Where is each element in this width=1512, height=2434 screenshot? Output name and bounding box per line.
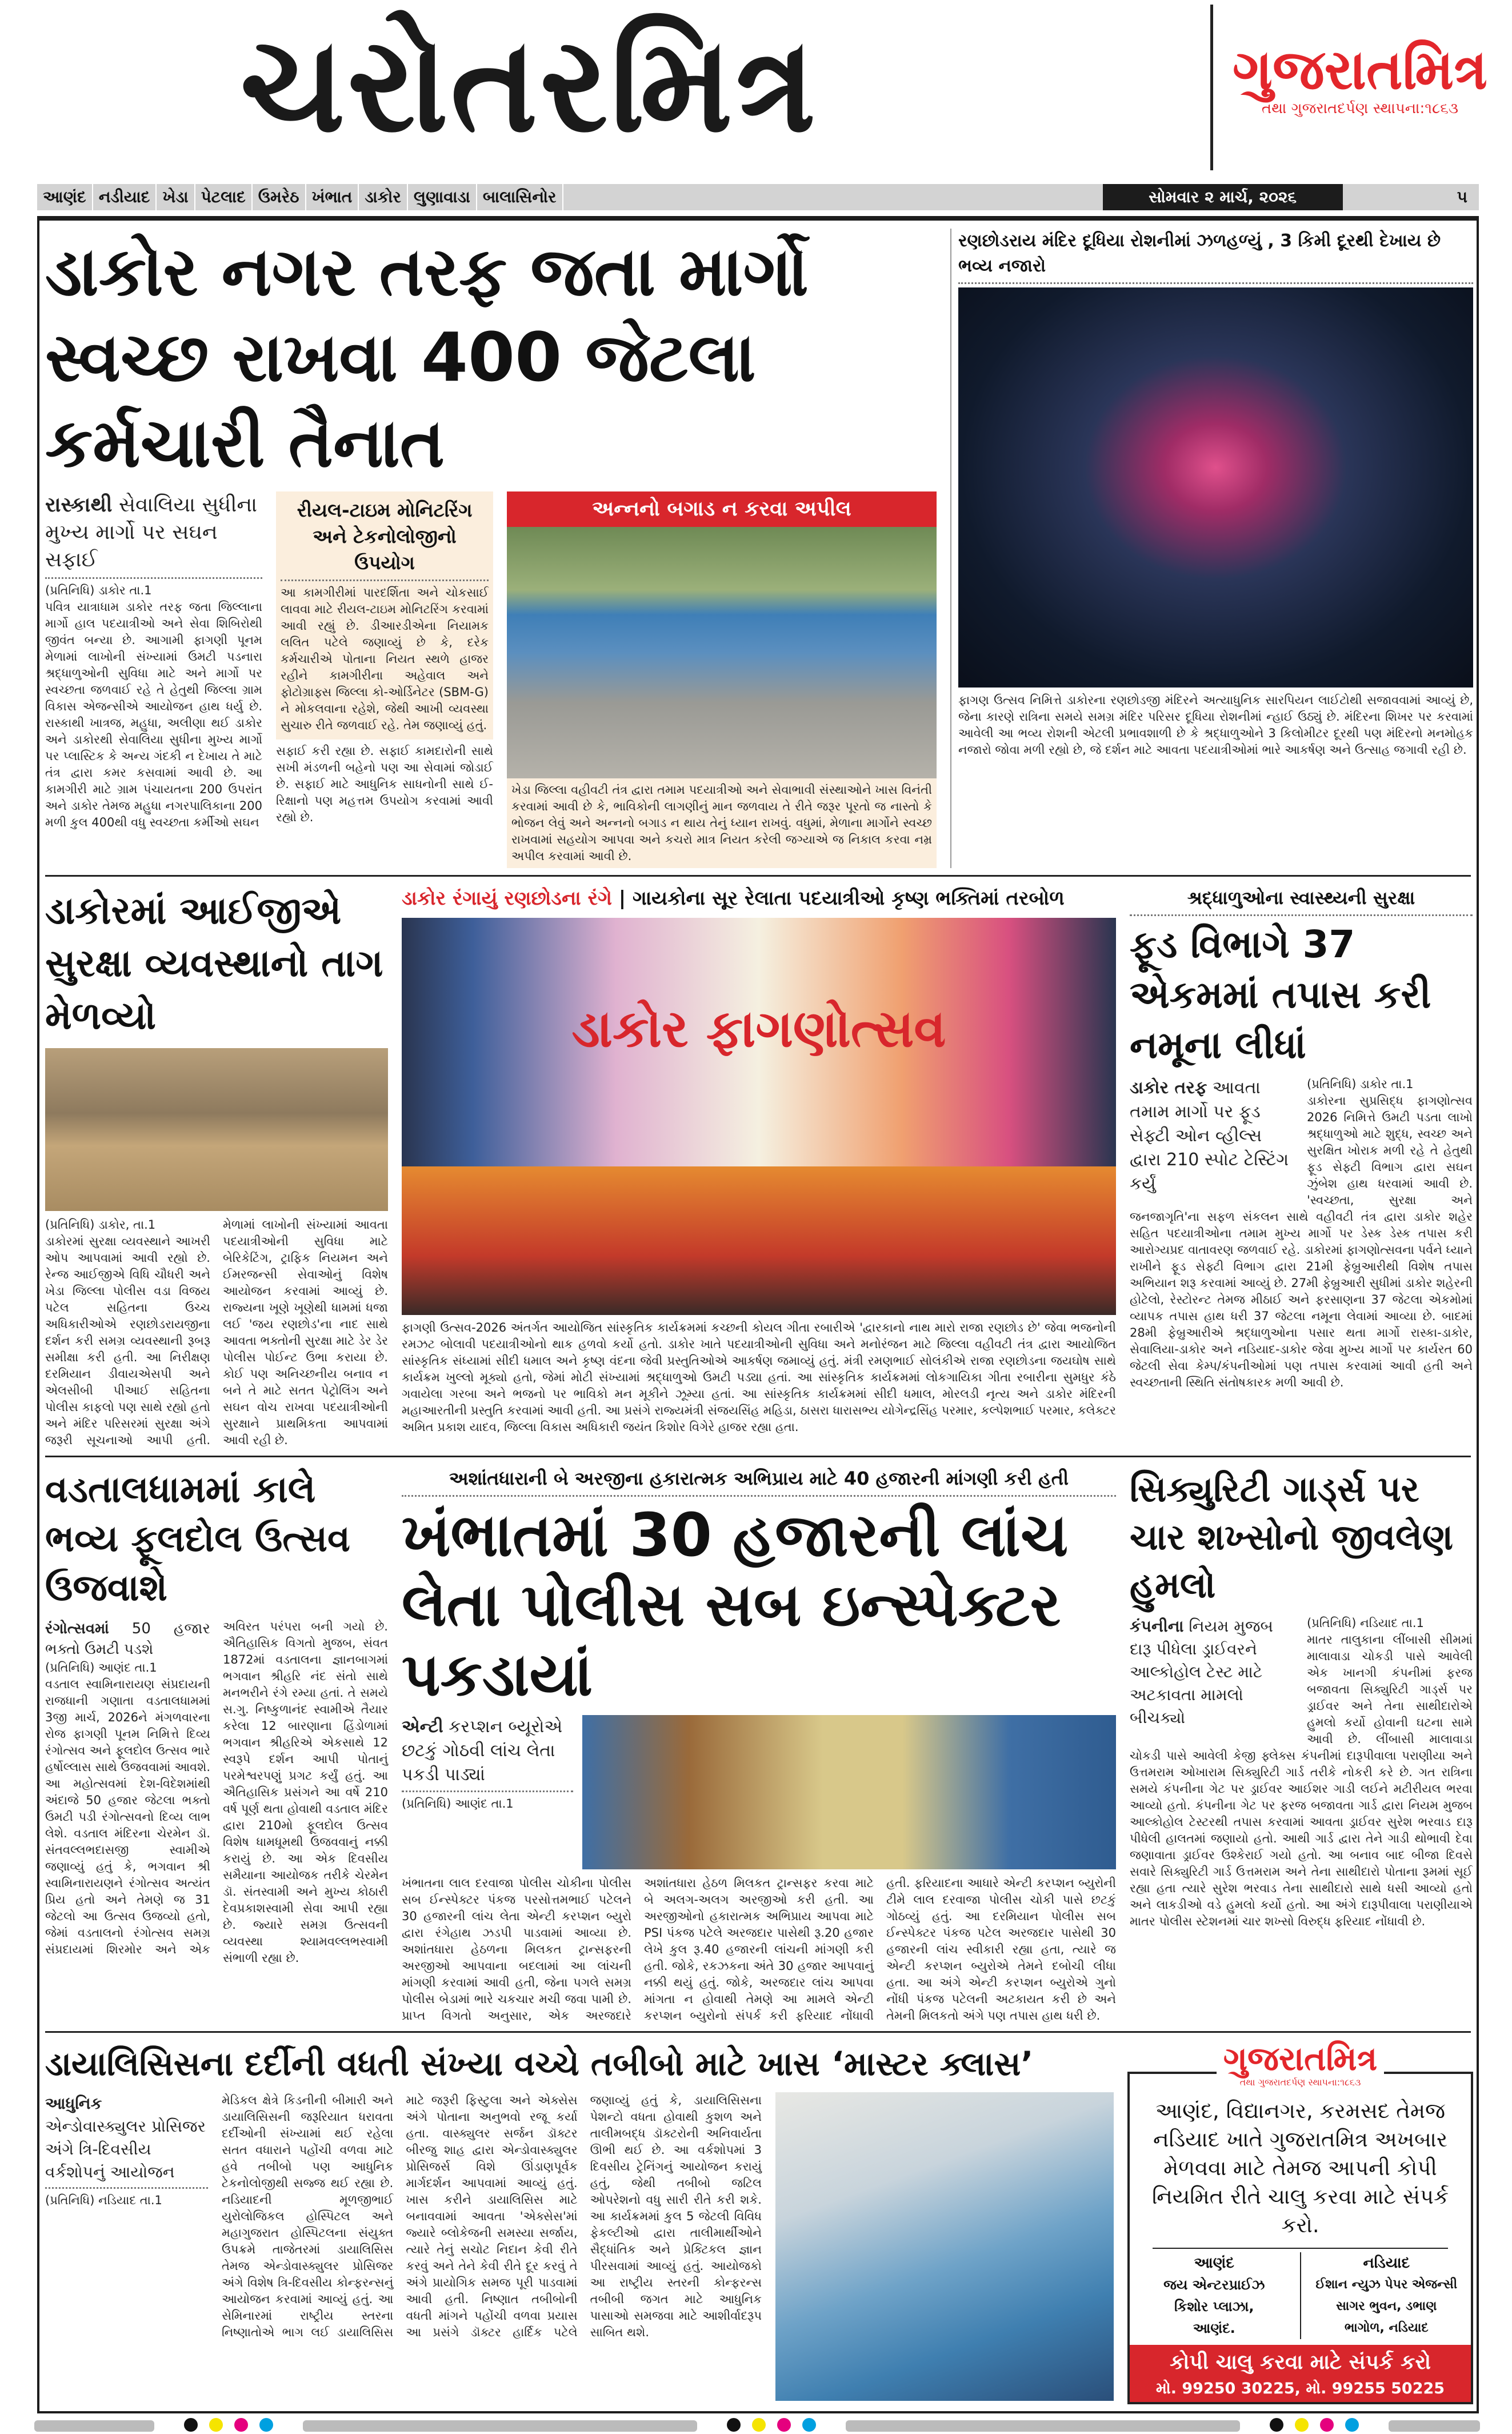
page-number: ૫	[1457, 187, 1467, 206]
divider	[45, 577, 262, 579]
agent-anand	[1133, 2252, 1295, 2339]
article-dialysis	[45, 2041, 1114, 2404]
dateline: (પ્રતિનિધિ) આણંદ તા.1	[402, 1797, 514, 1810]
headline-cleanliness: ડાકોર નગર તરફ જતા માર્ગો સ્વચ્છ રાખવા 400 જેટલા કર્મચારી તૈનાત	[45, 232, 809, 482]
divider	[45, 2187, 208, 2189]
edition-navbar	[37, 184, 1479, 210]
headline-food-safety: ફૂડ વિભાગે 37 એકમમાં તપાસ કરી નમૂના લીધાં	[1130, 922, 1431, 1067]
ad-border	[1127, 2072, 1473, 2404]
headline-bribe: ખંભાતમાં 30 હજારની લાંચ લેતા પોલીસ સબ ઇન્સ્પેક્ટર પકડાયાં	[402, 1500, 1069, 1709]
cmyk-marks	[178, 2418, 279, 2434]
nav-town[interactable]: ખેડા	[157, 184, 195, 210]
article-bribe	[402, 1465, 1116, 2024]
masthead	[0, 0, 1512, 182]
logo-tagline: તથા ગુજરાતદર્પણ સ્થાપના:૧૮૬૩	[1261, 100, 1459, 117]
ig-inspection-photo	[45, 1048, 388, 1211]
kicker-separator: |	[618, 887, 633, 910]
agent-line: સાગર ભુવન, ડભાણ	[1336, 2299, 1437, 2313]
article-bribe-body: ખંભાતના લાલ દરવાજા પોલીસ ચોકીના પોલીસ સબ ઈન્સ્પેક્ટર પંકજ પરસોત્તમભાઈ પટેલને 30 હજારની લાંચ લેતા એન્ટી કરપ્શન બ્યુરો દ્વારા રંગેહાથ ઝડપી પાડવામાં આવ્યા છે. અશાંતધારા હેઠળના મિલકત ટ્રાન્સફરની અરજીઓ આપવાના બદલામાં આ લાંચની માંગણી કરવામાં આવી હતી, જેના પગલે સમગ્ર પોલીસ બેડામાં ભારે ચકચાર મચી જવા પામી છે. પ્રાપ્ત વિગતો અનુસાર, એક અરજદારે અશાંતધારા હેઠળ મિલકત ટ્રાન્સફર કરવા માટે બે અલગ-અલગ અરજીઓ કરી હતી. આ અરજીઓનો હકારાત્મક અભિપ્રાય આપવા માટે PSI પંકજ પટેલે અરજદાર પાસેથી રૂ.20 હજાર લેખે કુલ રૂ.40 હજારની લાંચની માંગણી કરી હતી. જોકે, રકઝકના અંતે 30 હજાર આપવાનું નક્કી થયું હતું. જોકે, અરજદાર લાંચ આપવા માંગતા ન હોવાથી તેમણે આ મામલે એન્ટી કરપ્શન બ્યુરોનો સંપર્ક કરી ફરિયાદ નોંધાવી હતી. ફરિયાદના આધારે એન્ટી કરપ્શન બ્યુરોની ટીમે લાલ દરવાજા પોલીસ ચોકી પાસે છટકું ગોઠવ્યું હતું. આ દરમિયાન પોલીસ સબ ઈન્સ્પેક્ટર પંકજ પટેલ અરજદાર પાસેથી 30 હજારની લાંચ સ્વીકારી રહ્યા હતા, ત્યારે જ એન્ટી કરપ્શન બ્યુરોએ તેમને દબોચી લીધા હતા. આ અંગે એન્ટી કરપ્શન બ્યુરોએ ગુનો નોંધી પંકજ પટેલની અટકાયત કરી છે અને તેમની મિલકતો અંગે પણ તપાસ હાથ ધરી છે.	[402, 1876, 1116, 2023]
cyan-dot	[1345, 2418, 1359, 2432]
cmyk-marks	[1264, 2418, 1365, 2434]
ad-logo	[1127, 2041, 1473, 2089]
yellow-dot	[752, 2418, 766, 2432]
kicker-red: ડાકોર રંગાયું રણછોડના રંગે	[402, 887, 612, 910]
article-dialysis-col1	[45, 2092, 208, 2401]
section-middle	[45, 877, 1471, 1457]
lede	[45, 2092, 208, 2184]
page-frame	[37, 216, 1479, 2413]
masthead-divider	[1210, 5, 1213, 170]
photo-caption: ફાગણી ઉત્સવ-2026 અંતર્ગત આયોજિત સાંસ્કૃતિક કાર્યક્રમમાં કચ્છની કોયલ ગીતા રબારીએ 'દ્વારકાનો નાથ મારો રાજા રણછોડ છે' જેવા ભજનોની રમઝટ બોલાવી પદયાત્રીઓનો થાક હળવો કર્યો હતો. ડાકોર ખાતે પદયાત્રીઓની સુવિધા અને મનોરંજન માટે જિલ્લા વહીવટી તંત્ર દ્વારા આયોજિત સાંસ્કૃતિક સંધ્યામાં સીદી ધમાલ અને કૃષ્ણ વંદના જેવી પ્રસ્તુતિઓએ આકર્ષણ જમાવ્યું હતું. મંત્રી રમણભાઈ સોલંકીએ રાજા રણછોડના જયઘોષ સાથે કાર્યક્રમ ખુલ્લો મૂક્યો હતો, જેમાં મોટી સંખ્યામાં શ્રદ્ધાળુઓ ઉમટી પડ્યા હતાં. આ સાંસ્કૃતિક કાર્યક્રમમાં લોકગાયિકા ગીતા રબારીના સુમધુર કંઠે ગવાયેલા ગરબા અને ભજનો પર ભાવિકો મન મૂકીને ઝૂમ્યા હતાં. આ સાંસ્કૃતિક કાર્યક્રમમાં સીદી ધમાલ, મોરલડી નૃત્ય અને ડાકોર મંદિરની મહાઆરતીની પ્રસ્તુતિ કરવામાં આવી હતી. આ પ્રસંગે રાજ્યમંત્રી સંજયસિંહ મહિડા, ઠાસરા ધારાસભ્ય યોગેન્દ્રસિંહ પરમાર, કલ્પેશભાઈ પરમાર, કલેક્ટર અમિત પ્રકાશ યાદવ, જિલ્લા વિકાસ અધિકારી જયંત કિશોર વિગેરે હાજર રહ્યા હતા.	[402, 1321, 1116, 1434]
food-kicker: શ્રદ્ધાળુઓના સ્વાસ્થ્યની સુરક્ષા	[1187, 887, 1415, 909]
temple-night-photo	[958, 287, 1473, 688]
nav-town[interactable]: ડાકોર	[359, 184, 407, 210]
cyan-dot	[802, 2418, 816, 2432]
agent-line: આણંદ.	[1193, 2320, 1235, 2336]
headline-dialysis: ડાયાલિસિસના દર્દીની વધતી સંખ્યા વચ્ચે તબીબો માટે ખાસ ‘માસ્ટર ક્લાસ’	[45, 2044, 1034, 2083]
body-continued: સફાઈ કરી રહ્યા છે. સફાઈ કામદારોની સાથે સખી મંડળની બહેનો પણ આ સેવામાં જોડાઈ છે. સફાઈ માટે આધુનિક સાધનોની સાથે ઈ-રિક્ષાનો પણ મહત્તમ ઉપયોગ કરવામાં આવી રહ્યો છે.	[276, 744, 493, 824]
article-vadtal-body	[45, 1618, 388, 1967]
ad-phones: મો. 99250 30225, મો. 99255 50225	[1155, 2380, 1445, 2397]
nav-town[interactable]: બાલાસિનોર	[477, 184, 563, 210]
article-vadtal	[45, 1465, 388, 2024]
subscription-ad	[1127, 2041, 1473, 2404]
issue-date: સોમવાર ૨ માર્ચ, ૨૦૨૬	[1103, 184, 1343, 210]
lede	[1130, 1615, 1295, 1729]
article-festival	[402, 885, 1116, 1449]
article-ig-security	[45, 885, 388, 1449]
dateline: (પ્રતિનિધિ) આણંદ તા.1	[45, 1661, 157, 1674]
article-food-safety-body	[1130, 1076, 1473, 1391]
festival-kicker	[402, 885, 1116, 912]
magenta-dot	[234, 2418, 248, 2432]
registration-bar	[846, 2420, 1240, 2432]
box-body: આ કામગીરીમાં પારદર્શિતા અને ચોકસાઈ લાવવા માટે રીયલ-ટાઇમ મોનિટરિંગ કરવામાં આવી રહ્યું છે. ડીઆરડીએના નિયામક લલિત પટેલે જણાવ્યું છે કે, દરેક કર્મચારીએ પોતાના નિયત સ્થળે હાજર રહીને કામગીરીના અહેવાલ અને ફોટોગ્રાફ્સ જિલ્લા કો-ઓર્ડિનેટર (SBM-G) ને મોકલવાના રહેશે, જેથી આખી વ્યવસ્થા સુચારુ રીતે જળવાઈ રહે. તેમ જણાવ્યું હતું.	[281, 586, 489, 732]
body-text: વડતાલ સ્વામિનારાયણ સંપ્રદાયની રાજધાની ગણાતા વડતાલધામમાં 3જી માર્ચ, 2026ને મંગળવારના રોજ ફાગણી પૂનમ નિમિત્તે દિવ્ય રંગોત્સવ અને ફૂલદોલ ઉત્સવ ભારે હર્ષોલ્લાસ સાથે ઉજવવામાં આવશે. આ મહોત્સવમાં દેશ-વિદેશમાંથી અંદાજે 50 હજાર જેટલા ભક્તો ઉમટી પડી રંગોત્સવનો દિવ્ય લાભ લેશે. વડતાલ મંદિરના ચેરમેન ડૉ. સંતવલ્લભદાસજી સ્વામીએ જણાવ્યું હતું કે, ભગવાન શ્રી સ્વામિનારાયણને રંગોત્સવ અત્યંત પ્રિય હતો અને તેમણે જ 31 જેટલો આ ઉત્સવ ઉજવ્યો હતો, જેમાં વડતાલનો રંગોત્સવ સમગ્ર સંપ્રદાયમાં શિરમોર અને એક અવિરત પરંપરા બની ગયો છે. ઐતિહાસિક વિગતો મુજબ, સંવત 1872માં વડતાલના જ્ઞાનબાગમાં ભગવાન શ્રીહરિ નંદ સંતો સાથે મનભરીને રંગે રમ્યા હતાં. તે સમયે સ.ગુ. નિષ્કુળાનંદ સ્વામીએ તૈયાર કરેલા 12 બારણાના હિંડોળામાં ભગવાન શ્રીહરિએ એકસાથે 12 સ્વરૂપે દર્શન આપી પોતાનું પરમેશ્વરપણું પ્રગટ કર્યું હતું. આ ઐતિહાસિક પ્રસંગને આ વર્ષે 210 વર્ષ પૂર્ણ થતા હોવાથી વડતાલ મંદિર દ્વારા 210મો ફૂલદોલ ઉત્સવ વિશેષ ધામધૂમથી ઉજવવાનું નક્કી કરાયું છે. આ એક દિવસીય સમૈયાના આયોજક તરીકે ચેરમેન ડૉ. સંતસ્વામી અને મુખ્ય કોઠારી દેવપ્રકાશસ્વામી સેવા આપી રહ્યા છે. જ્યારે સમગ્ર ઉત્સવની વ્યવસ્થા શ્યામવલ્લભસ્વામી સંભાળી રહ્યા છે.	[45, 1620, 388, 1965]
food-appeal-photo	[507, 527, 937, 778]
article-cleanliness-col2	[276, 491, 493, 868]
section-lower	[45, 1457, 1471, 2033]
lede-bold: ડાકોર તરફ	[1130, 1078, 1207, 1098]
dateline: (પ્રતિનિધિ) ડાકોર તા.1	[45, 583, 152, 597]
black-dot	[1270, 2418, 1283, 2432]
headline-temple-lights: રણછોડરાય મંદિર દૂધિયા રોશનીમાં ઝળહળ્યું , 3 કિમી દૂરથી દેખાય છે ભવ્ય નજારો	[958, 231, 1441, 276]
lede-rest: આવતા તમામ માર્ગો પર ફૂડ સેફ્ટી ઓન વ્હીલ્સ દ્વારા 210 સ્પોટ ટેસ્ટિંગ કર્યું	[1130, 1078, 1289, 1194]
lede	[45, 491, 262, 574]
nav-town[interactable]: નડીયાદ	[93, 184, 157, 210]
divider	[402, 1790, 573, 1792]
lede	[45, 1618, 210, 1660]
cmyk-marks	[721, 2418, 822, 2434]
kicker-black: ગાયકોના સૂર રેલાતા પદયાત્રીઓ કૃષ્ણ ભક્તિમાં તરબોળ	[633, 887, 1065, 910]
nav-town[interactable]: આણંદ	[37, 184, 93, 210]
section-top	[45, 221, 1471, 877]
logo-name: ગુજરાતમિત્ર	[1232, 38, 1488, 102]
sidebar-box	[276, 491, 493, 740]
dateline: (પ્રતિનિધિ) ડાકોર, તા.1	[45, 1218, 156, 1232]
festival-stage-photo	[402, 918, 1116, 1315]
ad-logo-name: ગુજરાતમિત્ર	[1223, 2039, 1378, 2078]
article-guards-body	[1130, 1615, 1473, 1930]
article-cleanliness	[45, 229, 937, 868]
divider	[281, 579, 489, 581]
black-dot	[727, 2418, 741, 2432]
lede-rest: એન્ડોવાસ્ક્યુલર પ્રોસિજર અંગે ત્રિ-દિવસીય વર્કશોપનું આયોજન	[45, 2117, 206, 2181]
photo-caption: ખેડા જિલ્લા વહીવટી તંત્ર દ્વારા તમામ પદયાત્રીઓ અને સેવાભાવી સંસ્થાઓને ખાસ વિનંતી કરવામાં આવી છે કે, ભાવિકોની લાગણીનું માન જળવાય તે રીતે જરૂર પૂરતો જ નાસ્તો કે ભોજન લેવું અને અન્નનો બગાડ ન થાય તેનું ધ્યાન રાખવું. વધુમાં, મેળાના માર્ગોને સ્વચ્છ રાખવામાં સહયોગ આપવા અને કચરો માત્ર નિયત કરેલી જગ્યાએ જ નિકાલ કરવા નમ્ર અપીલ કરવામાં આવી છે.	[511, 783, 932, 863]
body-text: ડાકોરમાં સુરક્ષા વ્યવસ્થાને આખરી ઓપ આપવામાં આવી રહ્યો છે. રેન્જ આઈજીએ વિધિ ચૌધરી અને ખેડા જિલ્લા પોલીસ વડા વિજય પટેલ સહિતના ઉચ્ચ અધિકારીઓએ રણછોડરાયજીના દર્શન કરી સમગ્ર વ્યવસ્થાની રૂબરૂ સમીક્ષા કરી હતી. આ નિરીક્ષણ દરમિયાન ડીવાયએસપી અને એલસીબી પીઆઈ સહિતના પોલીસ કાફલો પણ સાથે રહ્યો હતો અને મંદિર પરિસરમાં સુરક્ષા અંગે જરૂરી સૂચનાઓ આપી હતી. મેળામાં લાખોની સંખ્યામાં આવતા પદયાત્રીઓની સુવિધા માટે બેરિકેટિંગ, ટ્રાફિક નિયમન અને ઈમરજન્સી સેવાઓનું વિશેષ આયોજન કરવામાં આવ્યું છે. રાજ્યના ખૂણે ખૂણેથી ધામમાં ધજા લઈ 'જય રણછોડ'ના નાદ સાથે આવતા ભક્તોની સુરક્ષા માટે ડેર ડેર પોલીસ પોઈન્ટ ઉભા કરાયા છે. કોઈ પણ અનિચ્છનીય બનાવ ન બને તે માટે સતત પેટ્રોલિંગ અને સઘન વોચ રાખવા પદયાત્રીઓની સુરક્ષાને પ્રાથમિકતા આપવામાં આવી રહી છે.	[45, 1218, 388, 1447]
agent-line: ઈશાન ન્યુઝ પેપર એજન્સી	[1315, 2277, 1458, 2292]
divider	[958, 282, 1473, 284]
ad-message: આણંદ, વિદ્યાનગર, કરમસદ તેમજ નડિયાદ ખાતે ગુજરાતમિત્ર અખબાર મેળવવા માટે તેમજ આપની કોપી નિયમિત રીતે ચાલુ કરવા માટે સંપર્ક કરો.	[1151, 2099, 1449, 2237]
lede-rest: કરપ્શન બ્યૂરોએ છટકું ગોઠવી લાંચ લેતા પકડી પાડ્યાં	[402, 1717, 563, 1785]
nav-town[interactable]: ખંભાત	[306, 184, 359, 210]
body-text: માતર તાલુકાના લીંબાસી સીમમાં માલાવાડા ચોકડી પાસે આવેલી એક ખાનગી કંપનીમાં ફરજ બજાવતા સિક્યુરિટી ગાર્ડ્સ પર ડ્રાઈવર અને તેના સાથીદારોએ હુમલો કર્યો હોવાની ઘટના સામે આવી છે. લીંબાસી માલાવાડા ચોકડી પાસે આવેલી કેજી ફ્લેક્સ કંપનીમાં દારૂપીવાલા પરાણીયા અને ઉત્તમરામ ઓખારામ સિક્યુરિટી ગાર્ડ તરીકે નોકરી કરે છે. ગત રાત્રિના સમયે કંપનીના ગેટ પર ડ્રાઈવર આઈશર ગાડી લઈને મટીરીયલ ભરવા આવ્યો હતો. કંપનીના ગેટ પર ફરજ બજાવતા ગાર્ડ દ્વારા નિયમ મુજબ આલ્કોહોલ ટેસ્ટરથી તપાસ કરવામાં આવતા ડ્રાઈવર સુરેશ ભરવાડ દારૂ પીધેલી હાલતમાં જણાયો હતો. આથી ગાર્ડ દ્વારા તેને ગાડી થોભાવી દેવા જણાવાતા ડ્રાઈવર ઉશ્કેરાઈ ગયો હતો. આ બનાવ બાદ બીજા દિવસે સવારે સિક્યુરિટી ગાર્ડ ઉત્તમરામ અને તેના સાથીદારો પોતાના રૂમમાં સૂઈ રહ્યા હતા ત્યારે સુરેશ ભરવાડ તેના સાથીદારો સાથે ધસી આવ્યો હતો અને લાકડીઓ વડે હુમલો કર્યો હતો. આ અંગે દારૂપીવાલા પરાણીયાએ માતર પોલીસ સ્ટેશનમાં ચાર શખ્સો વિરુદ્ધ ફરિયાદ નોંધાવી છે.	[1130, 1633, 1473, 1928]
headline-guards: સિક્યુરિટી ગાર્ડ્સ પર ચાર શખ્સોનો જીવલેણ હુમલો	[1130, 1468, 1453, 1606]
agent-nadiad	[1306, 2252, 1468, 2339]
headline-vadtal: વડતાલધામમાં કાલે ભવ્ય ફૂલદોલ ઉત્સવ ઉજવાશે	[45, 1469, 350, 1609]
body-text: પવિત્ર યાત્રાધામ ડાકોર તરફ જતા જિલ્લાના માર્ગો હાલ પદયાત્રીઓ અને સેવા શિબિરોથી જીવંત બન્યા છે. આગામી ફાગણી પૂનમ મેળામાં લાખોની સંખ્યામાં ઉમટી પડનારા શ્રદ્ધાળુઓની સુવિધા માટે અને માર્ગો પર સ્વચ્છતા જળવાઈ રહે તે હેતુથી જિલ્લા ગ્રામ વિકાસ એજન્સીએ આયોજન હાથ ધર્યુ છે. રાસ્કાથી ખાત્રજ, મહુધા, અલીણા થઈ ડાકોર અને ડાકોરથી સેવાલિયા સુધીના મુખ્ય માર્ગો પર પ્લાસ્ટિક કે અન્ય ગંદકી ન દેખાય તે માટે તંત્ર દ્વારા કમર કસવામાં આવી છે. આ કામગીરી માટે ગ્રામ પંચાયતના 200 ઉપરાંત અને ડાકોર તેમજ મહુધા નગરપાલિકાના 200 મળી કુલ 400થી વધુ સ્વચ્છતા કર્મીઓ સઘન	[45, 600, 262, 829]
ad-cta-band	[1130, 2345, 1471, 2402]
nav-town[interactable]: ઉમરેઠ	[253, 184, 306, 210]
article-guards	[1130, 1465, 1473, 2024]
photo-banner: અન્નનો બગાડ ન કરવા અપીલ	[507, 491, 937, 527]
lede-bold: રાસ્કાથી	[45, 493, 113, 517]
lede	[402, 1715, 573, 1787]
magenta-dot	[1320, 2418, 1334, 2432]
lede-rest: નિયમ મુજબ દારૂ પીધેલા ડ્રાઈવરને આલ્કોહોલ ટેસ્ટ માટે અટકાવતા મામલો બીચક્યો	[1130, 1617, 1273, 1727]
masthead-title: ચરોતરમિત્ર	[240, 9, 818, 162]
divider	[1300, 2252, 1301, 2339]
divider	[402, 1495, 1116, 1497]
photo-food-appeal	[507, 491, 937, 868]
registration-bar	[1389, 2420, 1480, 2432]
article-dialysis-body: મેડિકલ ક્ષેત્રે કિડનીની બીમારી અને ડાયાલિસિસની જરૂરિયાત ધરાવતા દર્દીઓની સંખ્યામાં થઈ રહેલા સતત વધારાને પહોંચી વળવા માટે હવે તબીબો પણ આધુનિક ટેકનોલોજીથી સજ્જ થઈ રહ્યા છે. નડિયાદની મૂળજીભાઈ યુરોલોજિકલ હોસ્પિટલ અને મહાગુજરાત હોસ્પિટલના સંયુક્ત ઉપક્રમે તાજેતરમાં ડાયાલિસિસ તેમજ એન્ડોવાસ્ક્યુલર પ્રોસિજર અંગે વિશેષ ત્રિ-દિવસીય કોન્ફરન્સનું આયોજન કરવામાં આવ્યું હતું. આ સેમિનારમાં રાષ્ટ્રીય સ્તરના નિષ્ણાતોએ ભાગ લઈ ડાયાલિસિસ માટે જરૂરી ફિસ્ટુલા અને એક્સેસ અંગે પોતાના અનુભવો રજૂ કર્યા હતા. વાસ્ક્યુલર સર્જન ડૉક્ટર બીરજુ શાહ દ્વારા એન્ડોવાસ્ક્યુલર પ્રોસિજર્સ વિશે ઊંડાણપૂર્વક માર્ગદર્શન આપવામાં આવ્યું હતું. ખાસ કરીને ડાયાલિસિસ માટે બનાવવામાં આવતા 'એક્સેસ'માં જ્યારે બ્લોકેજની સમસ્યા સર્જાય, ત્યારે તેનું સચોટ નિદાન કેવી રીતે કરવું અને તેને કેવી રીતે દૂર કરવું તે અંગે પ્રાયોગિક સમજ પૂરી પાડવામાં આવી હતી. નિષ્ણાત તબીબોની વધતી માંગને પહોંચી વળવા પ્રયાસ આ પ્રસંગે ડૉક્ટર હાર્દિક પટેલે જણાવ્યું હતું કે, ડાયાલિસિસના પેશન્ટો વધતા હોવાથી કુશળ અને તાલીમબદ્ધ ડૉક્ટરોની અનિવાર્યતા ઊભી થઈ છે. આ વર્કશોપમાં 3 દિવસીય ટ્રેનિંગનું આયોજન કરાયું હતું, જેથી તબીબો જટિલ ઓપરેશનો વધુ સારી રીતે કરી શકે. આ કાર્યક્રમમાં કુલ 5 જેટલી વિવિધ ફેકલ્ટીઓ દ્વારા તાલીમાર્થીઓને સૈદ્ધાંતિક અને પ્રેક્ટિકલ જ્ઞાન પીરસવામાં આવ્યું હતું. આયોજકો આ રાષ્ટ્રીય સ્તરની કોન્ફરન્સ તબીબી જગત માટે આધુનિક પાસાઓ સમજવા માટે આશીર્વાદરૂપ સાબિત થશે.	[222, 2093, 762, 2339]
article-food-safety	[1130, 885, 1473, 1449]
dateline: (પ્રતિનિધિ) નડિયાદ તા.1	[1307, 1616, 1424, 1630]
stage-banner-text: ડાકોર ફાગણોત્સવ	[571, 999, 946, 1059]
black-dot	[184, 2418, 198, 2432]
registration-bar	[303, 2420, 697, 2432]
ad-logo-tagline: તથા ગુજરાતદર્પણ સ્થાપના:૧૮૬૩	[1239, 2077, 1361, 2088]
agent-line: ભાગોળ, નડિયાદ	[1344, 2321, 1429, 2335]
article-bribe-col1	[402, 1715, 573, 1869]
lede-bold: કંપનીના	[1130, 1617, 1184, 1636]
agent-city: આણંદ	[1194, 2255, 1234, 2272]
nav-town[interactable]: પેટલાદ	[195, 184, 253, 210]
magenta-dot	[777, 2418, 791, 2432]
lede-bold: આધુનિક	[45, 2094, 102, 2113]
ad-cta: કોપી ચાલુ કરવા માટે સંપર્ક કરો	[1169, 2351, 1431, 2374]
bribe-kicker: અશાંતધારાની બે અરજીના હકારાત્મક અભિપ્રાય માટે 40 હજારની માંગણી કરી હતી	[449, 1468, 1069, 1489]
agent-line: કિશોર પ્લાઝા,	[1174, 2299, 1254, 2315]
yellow-dot	[209, 2418, 223, 2432]
nav-town[interactable]: લુણાવાડા	[408, 184, 477, 210]
dancers	[402, 1166, 1116, 1315]
agent-city: નડિયાદ	[1363, 2255, 1410, 2272]
lede-bold: એન્ટી	[402, 1717, 443, 1737]
dateline: (પ્રતિનિધિ) ડાકોર તા.1	[1307, 1077, 1414, 1091]
headline-ig-security: ડાકોરમાં આઈજીએ સુરક્ષા વ્યવસ્થાનો તાગ મેળવ્યો	[45, 889, 383, 1038]
registration-bar	[34, 2420, 154, 2432]
section-bottom	[45, 2033, 1471, 2411]
lede-rest: સેવાલિયા સુધીના મુખ્ય માર્ગો પર સઘન સફાઈ	[45, 493, 258, 571]
lede	[1130, 1076, 1295, 1196]
divider	[1130, 914, 1473, 916]
dateline: (પ્રતિનિધિ) નડિયાદ તા.1	[45, 2193, 162, 2207]
yellow-dot	[1295, 2418, 1309, 2432]
cyan-dot	[259, 2418, 273, 2432]
box-heading: રીયલ-ટાઇમ મોનિટરિંગ અને ટેકનોલોજીનો ઉપયોગ	[297, 499, 473, 574]
body-text: ડાકોરના સુપ્રસિદ્ધ ફાગણોત્સવ 2026 નિમિત્તે ઉમટી પડતા લાખો શ્રદ્ધાળુઓ માટે શુદ્ધ, સ્વચ્છ અને સુરક્ષિત ખોરાક મળી રહે તે હેતુથી ફૂડ સેફ્ટી વિભાગ દ્વારા સઘન ઝુંબેશ હાથ ધરવામાં આવી છે. 'સ્વચ્છતા, સુરક્ષા અને જનજાગૃતિ'ના સફળ સંકલન સાથે વહીવટી તંત્ર દ્વારા ડાકોર શહેર સહિત પદયાત્રીઓના તમામ મુખ્ય માર્ગો પર ડેસ્ક ડેસ્ક તપાસ કરી આરોગ્યપ્રદ વાતાવરણ જળવાઈ રહે. ડાકોરમાં ફાગણોત્સવના પર્વને ધ્યાને રાખીને ફૂડ સેફ્ટી વિભાગ દ્વારા 21મી ફેબ્રુઆરીથી વિશેષ તપાસ અભિયાન શરૂ કરવામાં આવ્યું છે. 27મી ફેબ્રુઆરી સુધીમાં ડાકોર શહેરની હોટેલો, રેસ્ટોરન્ટ તેમજ મીઠાઈ અને ફરસાણના 37 જેટલા એકમોમાં વ્યાપક તપાસ હાથ ધરી 37 જેટલા નમૂના લેવામાં આવ્યા છે. બાદમાં 28મી ફેબ્રુઆરીએ શ્રદ્ધાળુઓના પસાર થતા માર્ગો રાસ્કા-ડાકોર, સેવાલિયા-ડાકોર અને નડિયાદ-ડાકોર જેવા મુખ્ય માર્ગો પર કાર્યરત 60 જેટલી સેવા કેમ્પ/કંપનીઓમાં પણ તપાસ કરવામાં આવી હતી અને સ્વચ્છતાની સ્થિતિ સંતોષકારક મળી આવી છે.	[1130, 1094, 1473, 1389]
article-temple-lights	[950, 229, 1473, 868]
article-cleanliness-col1	[45, 491, 262, 868]
lede-rest: 50 હજાર ભક્તો ઉમટી પડશે	[45, 1620, 210, 1658]
photo-caption: ફાગણ ઉત્સવ નિમિત્તે ડાકોરના રણછોડજી મંદિરને અત્યાધુનિક સારપિયન લાઈટોથી સજાવવામાં આવ્યું છે, જેના કારણે રાત્રિના સમયે સમગ્ર મંદિર પરિસર દૂધિયા રોશનીમાં ન્હાઈ ઉઠ્યું છે. મંદિરના શિખર પર કરવામાં આવેલી આ ભવ્ય રોશની એટલી પ્રભાવશાળી છે કે શ્રદ્ધાળુઓને 3 કિલોમીટર દૂરથી પણ મંદિરનો મનમોહક નજારો જોવા મળી રહ્યો છે, જે દર્શન માટે આવતા પદયાત્રીઓમાં ભારે આકર્ષણ અને ઉત્સાહ જગાવી રહી છે.	[958, 693, 1473, 757]
gujaratmitra-logo	[1229, 40, 1491, 117]
lede-bold: રંગોત્સવમાં	[45, 1620, 109, 1637]
print-color-bar	[34, 2418, 1480, 2433]
article-ig-security-body	[45, 1217, 388, 1449]
agent-line: જય એન્ટરપ્રાઈઝ	[1163, 2277, 1265, 2293]
accused-photo	[582, 1715, 1116, 1869]
workshop-photo	[775, 2092, 1114, 2401]
